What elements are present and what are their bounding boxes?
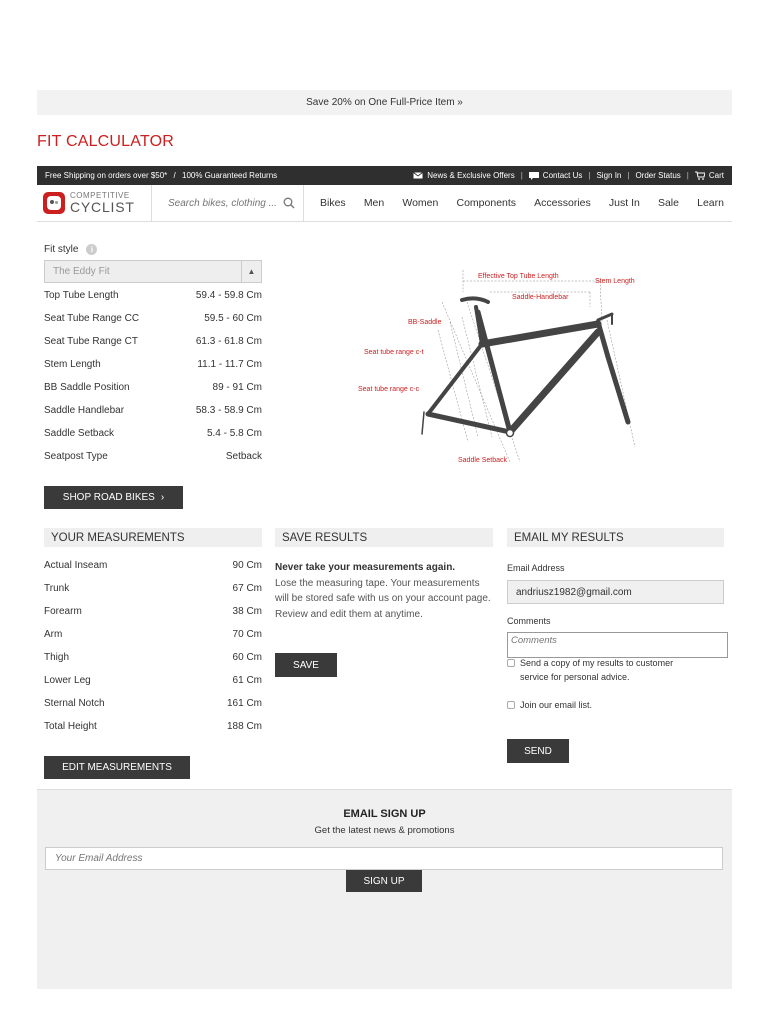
label-seat-cc: Seat tube range c-c (358, 386, 420, 393)
signup-email-input[interactable] (45, 847, 723, 870)
returns-text[interactable]: 100% Guaranteed Returns (182, 171, 278, 180)
spec-value: 59.4 - 59.8 Cm (195, 290, 262, 301)
chevron-right-icon: › (160, 492, 165, 503)
send-copy-checkbox[interactable] (507, 659, 515, 667)
topbar-divider: / (173, 171, 176, 180)
measurement-row: Lower Leg 61 Cm (44, 675, 262, 686)
search-box (152, 185, 304, 222)
join-list-option[interactable] (507, 698, 592, 712)
save-results-text (275, 560, 493, 622)
signup-subtitle: Get the latest news & promotions (314, 825, 455, 836)
shipping-info (45, 171, 281, 180)
spec-label: Top Tube Length (44, 290, 119, 301)
measurements-heading: YOUR MEASUREMENTS (44, 528, 262, 547)
edit-measurements-button[interactable]: EDIT MEASUREMENTS (44, 756, 190, 779)
email-signup-footer (37, 789, 732, 989)
join-list-checkbox[interactable] (507, 701, 515, 709)
comments-field[interactable] (507, 632, 728, 658)
spec-row (44, 399, 262, 422)
shop-road-bikes-button[interactable] (44, 486, 183, 509)
promo-text[interactable]: Save 20% on One Full-Price Item » (306, 97, 463, 108)
spec-label: Seat Tube Range CT (44, 336, 138, 347)
measurement-row: Total Height 188 Cm (44, 721, 262, 732)
spec-row (44, 307, 262, 330)
measurements-list (44, 554, 262, 738)
news-offers-label: News & Exclusive Offers (427, 171, 515, 180)
envelope-icon (413, 172, 423, 179)
email-results-heading: EMAIL MY RESULTS (507, 528, 724, 547)
label-setback: Saddle Setback (458, 457, 508, 464)
label-saddle-handlebar: Saddle-Handlebar (512, 294, 569, 301)
measurement-row: Thigh 60 Cm (44, 652, 262, 663)
spec-row (44, 376, 262, 399)
spec-value: 5.4 - 5.8 Cm (206, 428, 262, 439)
spec-label: Stem Length (44, 359, 101, 370)
spec-value: Setback (225, 451, 262, 462)
site-header (37, 185, 732, 222)
measurement-row: Arm 70 Cm (44, 629, 262, 640)
measurement-row: Sternal Notch 161 Cm (44, 698, 262, 709)
spec-value: 11.1 - 11.7 Cm (197, 359, 262, 370)
chat-icon (529, 172, 539, 180)
nav-item-components[interactable]: Components (456, 197, 517, 209)
nav-item-just-in[interactable]: Just In (608, 197, 640, 209)
comments-label: Comments (507, 616, 551, 626)
spec-label: Seat Tube Range CC (44, 313, 140, 324)
cart-icon (695, 171, 705, 180)
search-input[interactable] (168, 198, 278, 209)
select-arrows-icon: ▲ (241, 260, 261, 283)
send-copy-option[interactable] (507, 656, 697, 684)
spec-row (44, 284, 262, 307)
signup-title: EMAIL SIGN UP (343, 808, 426, 820)
send-copy-label: Send a copy of my results to customer service for personal advice. (520, 658, 674, 682)
spec-label: Seatpost Type (44, 451, 108, 462)
info-icon[interactable]: i (86, 244, 97, 255)
promo-banner[interactable] (37, 90, 732, 115)
contact-us-label: Contact Us (542, 171, 583, 180)
nav-item-accessories[interactable]: Accessories (534, 197, 591, 209)
spec-row (44, 422, 262, 445)
spec-label: Saddle Setback (44, 428, 115, 439)
spec-row (44, 445, 262, 468)
logo-line1: COMPETITIVE (70, 191, 130, 200)
fit-style-text: Fit style (44, 244, 79, 255)
order-status-link[interactable]: Order Status (635, 171, 681, 180)
send-button[interactable]: SEND (507, 739, 569, 763)
spec-label: BB Saddle Position (44, 382, 130, 393)
sign-up-button[interactable]: SIGN UP (346, 870, 422, 892)
shop-road-bikes-label: SHOP ROAD BIKES (62, 492, 155, 503)
measurement-row: Actual Inseam 90 Cm (44, 560, 262, 571)
spec-row (44, 330, 262, 353)
nav-item-women[interactable]: Women (402, 197, 439, 209)
fit-style-select[interactable] (44, 260, 262, 283)
spec-row (44, 353, 262, 376)
spec-value: 59.5 - 60 Cm (204, 313, 262, 324)
measurement-row: Trunk 67 Cm (44, 583, 262, 594)
topbar-links: News & Exclusive Offers | Contact Us | Sign In | Order Status | Cart (413, 171, 724, 180)
main-nav (304, 197, 732, 209)
fit-style-label (44, 244, 97, 255)
free-shipping-text[interactable]: Free Shipping on orders over $50* (45, 171, 168, 180)
cart-label: Cart (708, 171, 724, 180)
sign-in-link[interactable]: Sign In (596, 171, 622, 180)
fit-spec-list (44, 284, 262, 468)
nav-item-men[interactable]: Men (363, 197, 385, 209)
label-seat-ct: Seat tube range c-t (364, 349, 424, 356)
nav-item-sale[interactable]: Sale (657, 197, 679, 209)
logo-line2: CYCLIST (70, 199, 135, 215)
join-list-label: Join our email list. (520, 700, 593, 710)
fit-style-value: The Eddy Fit (53, 266, 110, 277)
save-description: Lose the measuring tape. Your measurements will be stored safe with us on your account page. Review and edit them at anytime. (275, 577, 491, 620)
email-address-label: Email Address (507, 563, 565, 573)
spec-value: 58.3 - 58.9 Cm (195, 405, 262, 416)
bike-fit-diagram (350, 262, 650, 472)
email-field[interactable]: andriusz1982@gmail.com (507, 580, 724, 604)
spec-label: Saddle Handlebar (44, 405, 125, 416)
spec-value: 61.3 - 61.8 Cm (195, 336, 262, 347)
label-top-tube: Effective Top Tube Length (478, 273, 559, 280)
save-tagline: Never take your measurements again. (275, 562, 456, 573)
contact-us-link[interactable] (529, 171, 583, 180)
spec-value: 89 - 91 Cm (212, 382, 262, 393)
measurement-row: Forearm 38 Cm (44, 606, 262, 617)
logo[interactable] (37, 185, 152, 222)
top-bar (37, 166, 732, 185)
page-title: FIT CALCULATOR (37, 133, 175, 150)
nav-item-bikes[interactable]: Bikes (320, 197, 346, 209)
nav-item-learn[interactable]: Learn (697, 197, 724, 209)
cart-link[interactable] (695, 171, 724, 180)
label-bb-saddle: BB-Saddle (408, 319, 442, 326)
save-button[interactable]: SAVE (275, 653, 337, 677)
label-stem: Stem Length (595, 278, 635, 285)
news-offers-link[interactable] (413, 171, 514, 180)
logo-icon (43, 192, 65, 214)
save-results-heading: SAVE RESULTS (275, 528, 493, 547)
search-icon[interactable] (283, 197, 295, 209)
